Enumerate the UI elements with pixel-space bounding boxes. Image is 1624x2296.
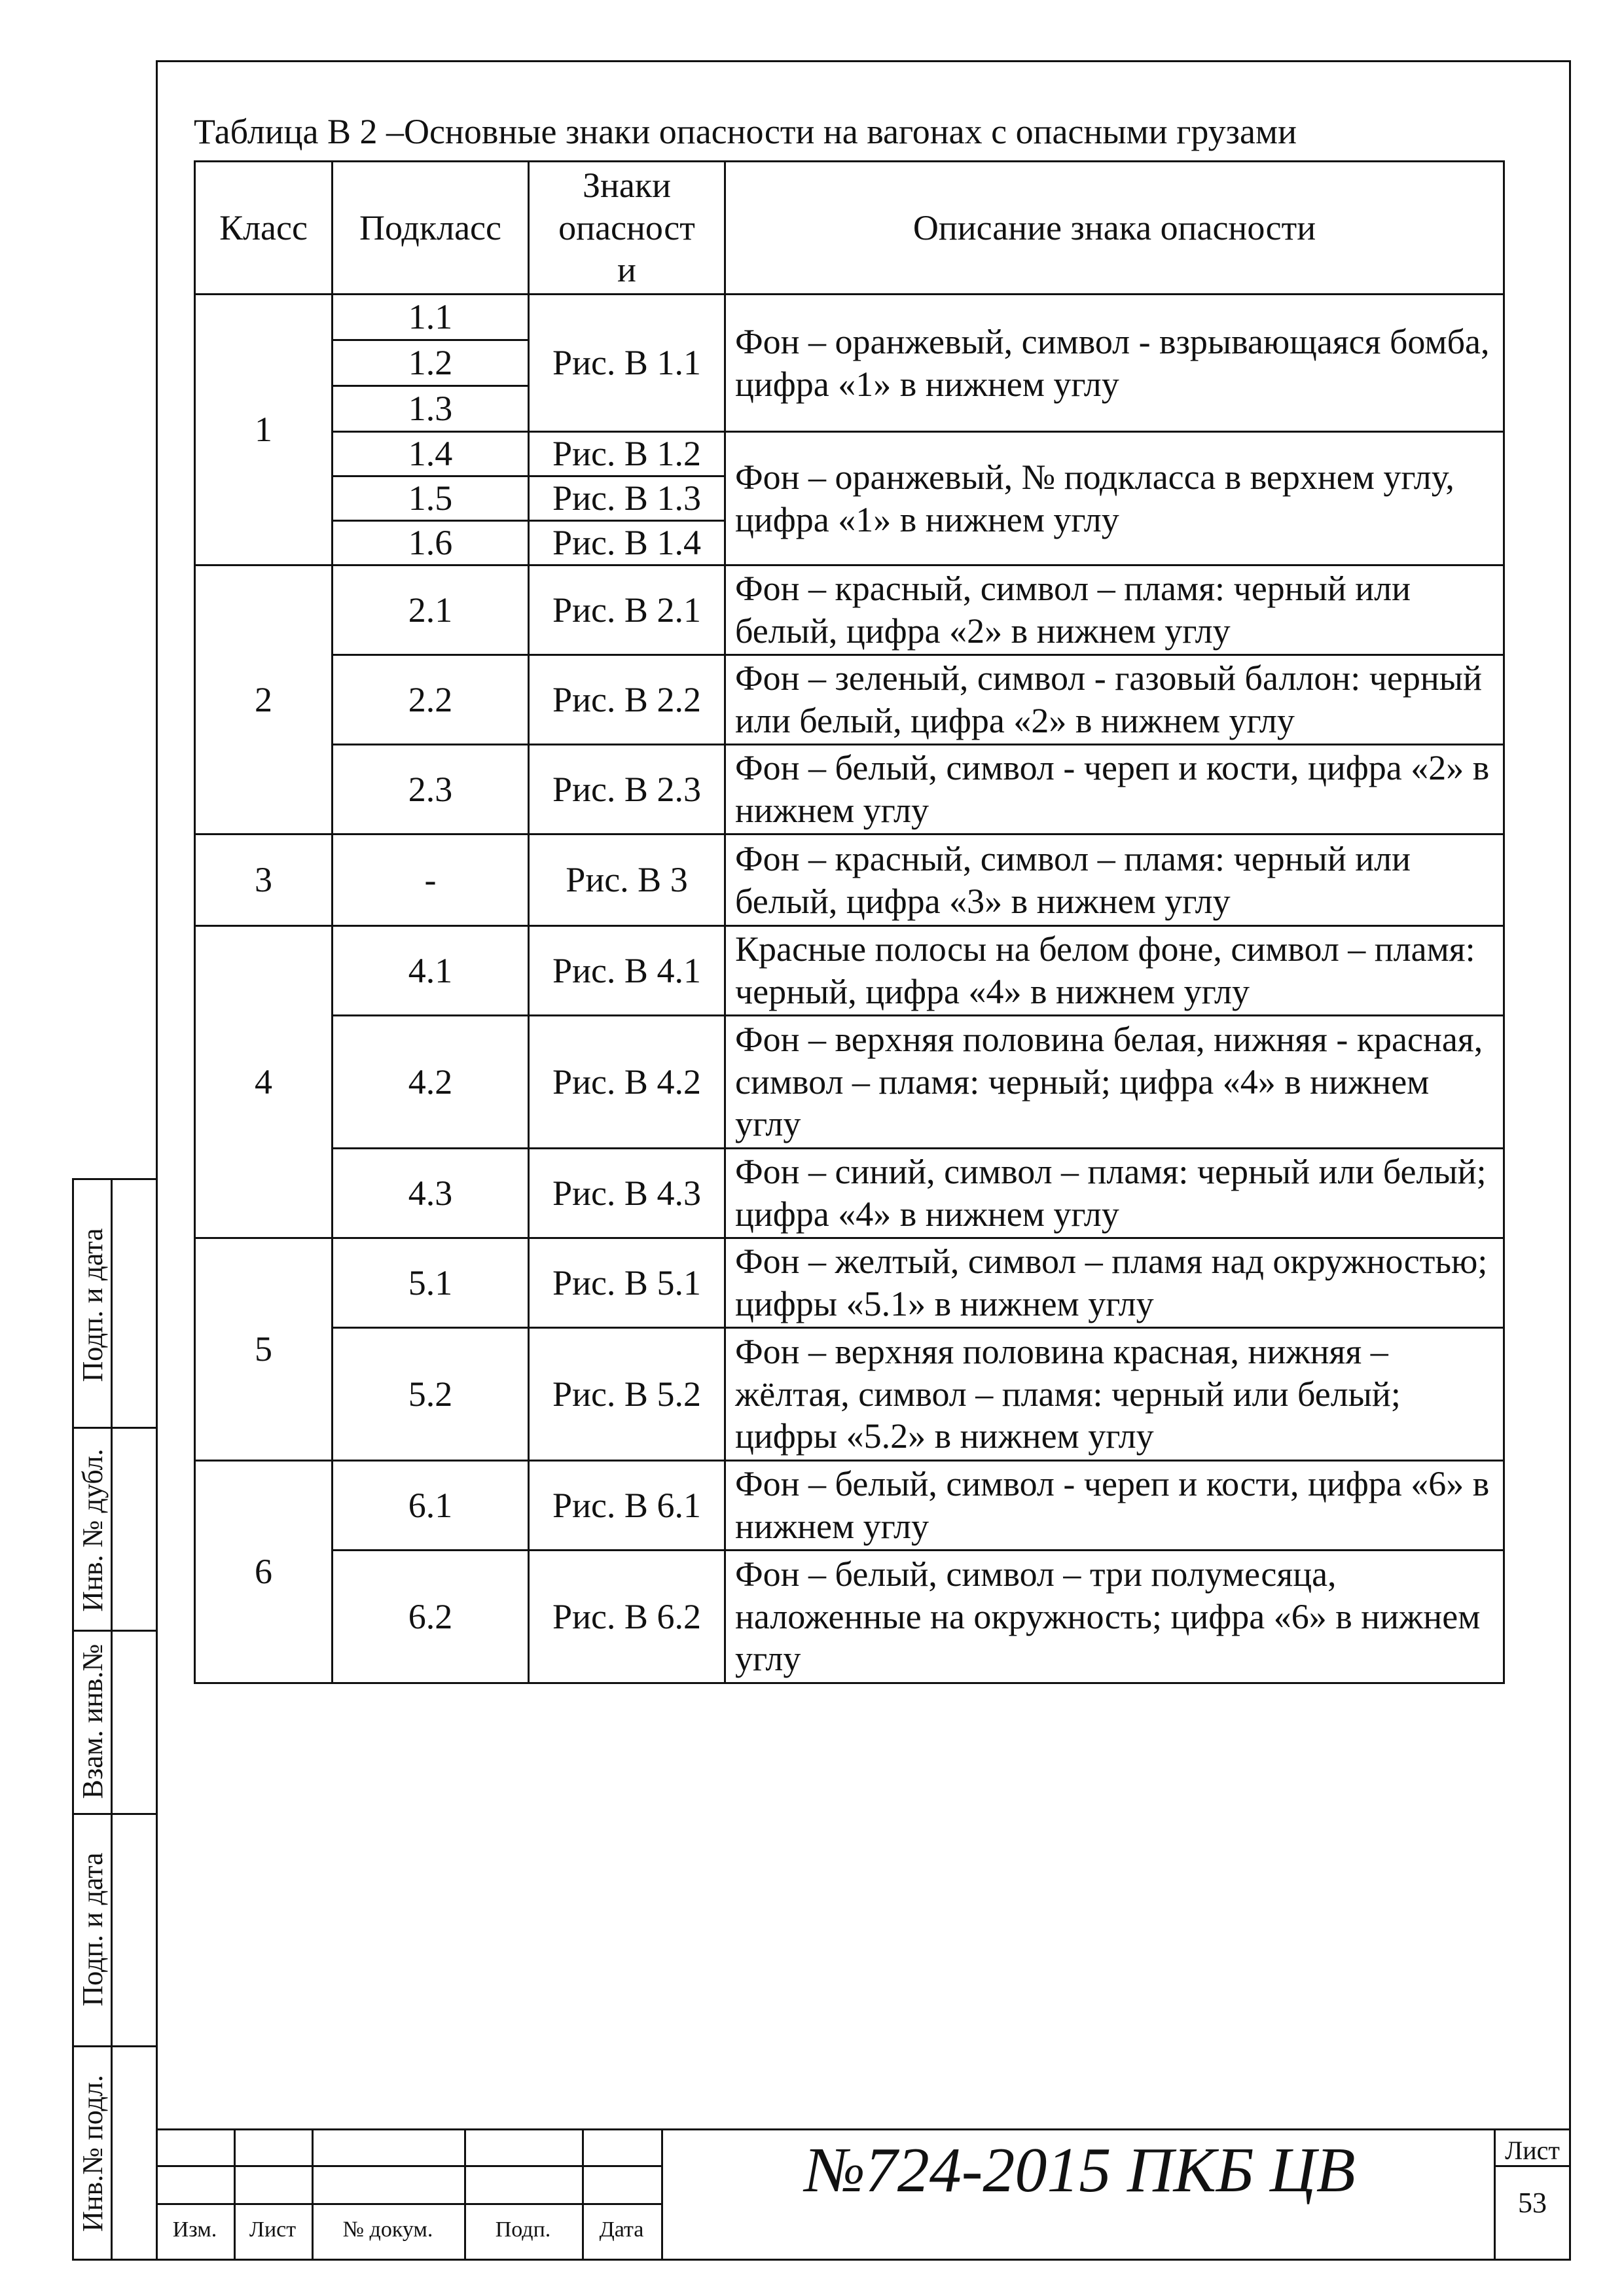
table-row — [195, 834, 1504, 926]
subclass-cell: 2.3 — [333, 745, 529, 834]
side-label-podp-data-top: Подп. и дата — [77, 1228, 109, 1382]
table-row — [195, 655, 1504, 745]
table-row — [195, 1238, 1504, 1328]
figure-ref-cell: Рис. В 6.2 — [529, 1551, 725, 1683]
figure-ref-cell: Рис. В 5.1 — [529, 1238, 725, 1328]
subclass-cell: 4.3 — [333, 1149, 529, 1238]
class-cell: 2 — [195, 565, 333, 834]
table-row — [195, 432, 1504, 476]
subclass-cell: 4.2 — [333, 1016, 529, 1149]
subclass-cell: 1.1 — [333, 295, 529, 340]
figure-ref-cell: Рис. В 2.3 — [529, 745, 725, 834]
description-cell: Фон – красный, символ – пламя: черный или белый, цифра «2» в нижнем углу — [725, 565, 1504, 655]
subclass-cell: 1.2 — [333, 340, 529, 386]
subclass-cell: 1.5 — [333, 476, 529, 521]
subclass-cell: 2.1 — [333, 565, 529, 655]
side-label-inv-dubl: Инв. № дубл. — [77, 1448, 109, 1612]
class-cell: 6 — [195, 1461, 333, 1683]
table-caption: Таблица В 2 –Основные знаки опасности на вагонах с опасными грузами — [194, 112, 1297, 151]
side-label-podp-data-bottom: Подп. и дата — [77, 1852, 109, 2007]
figure-ref-cell: Рис. В 4.3 — [529, 1149, 725, 1238]
hazard-signs-table — [194, 160, 1505, 1684]
description-cell: Фон – верхняя половина белая, нижняя - красная, символ – пламя: черный; цифра «4» в нижнем углу — [725, 1016, 1504, 1149]
table-row — [195, 1551, 1504, 1683]
sheet-number: 53 — [1518, 2187, 1547, 2219]
header-subclass: Подкласс — [333, 162, 529, 295]
table-row — [195, 295, 1504, 340]
stamp-line — [156, 2165, 663, 2167]
subclass-cell: 1.3 — [333, 386, 529, 432]
figure-ref-cell: Рис. В 1.4 — [529, 521, 725, 565]
table-row — [195, 565, 1504, 655]
figure-ref-cell: Рис. В 2.1 — [529, 565, 725, 655]
class-cell: 5 — [195, 1238, 333, 1461]
side-label-vzam-inv: Взам. инв.№ — [77, 1643, 109, 1799]
side-label-inv-podl: Инв.№ подл. — [77, 2075, 109, 2232]
description-cell: Фон – белый, символ – три полумесяца, наложенные на окружность; цифра «6» в нижнем углу — [725, 1551, 1504, 1683]
description-cell: Фон – белый, символ - череп и кости, цифра «2» в нижнем углу — [725, 745, 1504, 834]
header-signs: Знаки опасност и — [529, 162, 725, 295]
class-cell: 1 — [195, 295, 333, 565]
table-row — [195, 926, 1504, 1016]
subclass-cell: 4.1 — [333, 926, 529, 1016]
stamp-label-podp: Подп. — [495, 2217, 551, 2242]
stamp-line — [156, 2203, 663, 2205]
figure-ref-cell: Рис. В 2.2 — [529, 655, 725, 745]
subclass-cell: 1.4 — [333, 432, 529, 476]
subclass-cell: 5.2 — [333, 1328, 529, 1461]
figure-ref-cell: Рис. В 6.1 — [529, 1461, 725, 1551]
sheet-label: Лист — [1505, 2136, 1560, 2165]
figure-ref-cell: Рис. В 4.1 — [529, 926, 725, 1016]
subclass-cell: 1.6 — [333, 521, 529, 565]
table-row — [195, 1461, 1504, 1551]
description-cell: Красные полосы на белом фоне, символ – пламя: черный, цифра «4» в нижнем углу — [725, 926, 1504, 1016]
subclass-cell: 6.1 — [333, 1461, 529, 1551]
header-class: Класс — [195, 162, 333, 295]
table-row — [195, 745, 1504, 834]
figure-ref-cell: Рис. В 3 — [529, 834, 725, 926]
description-cell: Фон – верхняя половина красная, нижняя – жёлтая, символ – пламя: черный или белый; цифры «5.2» в нижнем углу — [725, 1328, 1504, 1461]
figure-ref-cell: Рис. В 1.2 — [529, 432, 725, 476]
description-cell: Фон – красный, символ – пламя: черный или белый, цифра «3» в нижнем углу — [725, 834, 1504, 926]
description-cell: Фон – зеленый, символ - газовый баллон: черный или белый, цифра «2» в нижнем углу — [725, 655, 1504, 745]
class-cell: 3 — [195, 834, 333, 926]
description-cell: Фон – желтый, символ – пламя над окружностью; цифры «5.1» в нижнем углу — [725, 1238, 1504, 1328]
description-cell: Фон – белый, символ - череп и кости, цифра «6» в нижнем углу — [725, 1461, 1504, 1551]
stamp-label-data: Дата — [599, 2217, 644, 2242]
subclass-cell: 2.2 — [333, 655, 529, 745]
subclass-cell: 6.2 — [333, 1551, 529, 1683]
stamp-label-doc-no: № докум. — [342, 2217, 433, 2242]
header-description: Описание знака опасности — [725, 162, 1504, 295]
description-cell: Фон – синий, символ – пламя: черный или белый; цифра «4» в нижнем углу — [725, 1149, 1504, 1238]
figure-ref-cell: Рис. В 4.2 — [529, 1016, 725, 1149]
figure-ref-cell: Рис. В 5.2 — [529, 1328, 725, 1461]
description-cell: Фон – оранжевый, символ - взрывающаяся бомба, цифра «1» в нижнем углу — [725, 295, 1504, 432]
document-number: №724-2015 ПКБ ЦВ — [804, 2135, 1356, 2206]
figure-ref-cell: Рис. В 1.1 — [529, 295, 725, 432]
subclass-cell: - — [333, 834, 529, 926]
stamp-top-line — [156, 2128, 1571, 2130]
stamp-label-list: Лист — [249, 2217, 297, 2242]
class-cell: 4 — [195, 926, 333, 1238]
table-row — [195, 1149, 1504, 1238]
table-row — [195, 1328, 1504, 1461]
figure-ref-cell: Рис. В 1.3 — [529, 476, 725, 521]
table-row — [195, 1016, 1504, 1149]
subclass-cell: 5.1 — [333, 1238, 529, 1328]
stamp-label-izm: Изм. — [172, 2217, 217, 2242]
header-row — [195, 162, 1504, 295]
description-cell: Фон – оранжевый, № подкласса в верхнем углу, цифра «1» в нижнем углу — [725, 432, 1504, 565]
